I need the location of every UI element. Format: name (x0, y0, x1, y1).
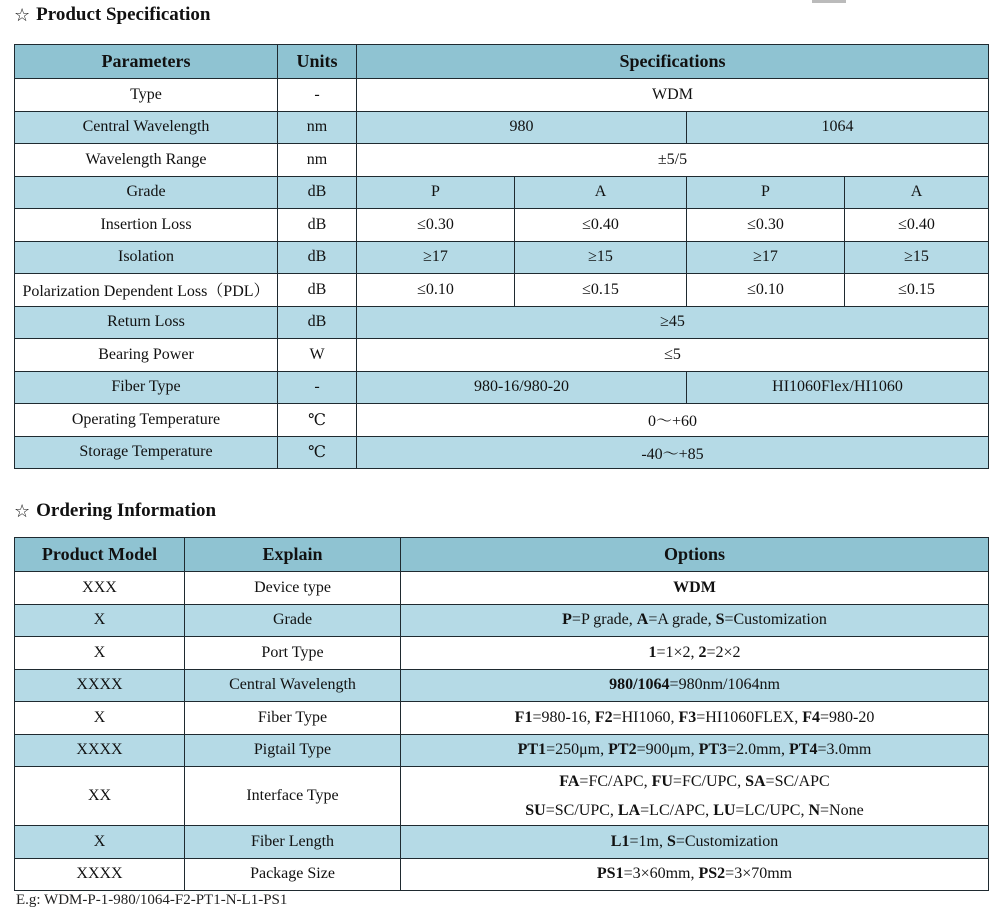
spec-value-cell: P (357, 176, 515, 209)
option-desc: =980-20 (819, 708, 875, 726)
table-row (15, 274, 989, 307)
param-cell: Insertion Loss (15, 209, 278, 242)
option-code: N (808, 802, 821, 819)
unit-cell: nm (278, 111, 357, 144)
table-row (15, 209, 989, 242)
option-code: FU (651, 773, 673, 790)
order-header-row (15, 538, 989, 572)
table-row (15, 404, 989, 437)
option-desc: =2×2 (706, 643, 741, 661)
option-code: PT3 (698, 741, 728, 759)
unit-cell: dB (278, 176, 357, 209)
options-cell (401, 572, 989, 605)
table-row (15, 858, 989, 891)
param-cell: Grade (15, 176, 278, 209)
table-row (15, 637, 989, 670)
option-desc: =250μm, (546, 741, 609, 759)
spec-value-cell: 1064 (687, 111, 989, 144)
spec-value-cell: ≥15 (845, 241, 989, 274)
unit-cell: ℃ (278, 436, 357, 469)
option-code: PT1 (517, 741, 547, 759)
spec-value-cell: ≥17 (357, 241, 515, 274)
param-cell: Storage Temperature (15, 436, 278, 469)
spec-value-cell: WDM (357, 79, 989, 112)
explain-cell: Pigtail Type (185, 734, 401, 767)
spec-value-cell: A (845, 176, 989, 209)
spec-value-cell: ≤0.10 (687, 274, 845, 307)
unit-cell: dB (278, 209, 357, 242)
spec-value-cell: ≤0.30 (687, 209, 845, 242)
col-header-units: Units (278, 45, 357, 79)
star-icon: ☆ (14, 500, 31, 522)
table-row (15, 826, 989, 859)
option-desc: =HI1060FLEX, (696, 708, 803, 726)
unit-cell: W (278, 339, 357, 372)
option-desc: =3×70mm (725, 865, 793, 883)
option-code: F3 (678, 708, 697, 726)
option-code: 980/1064 (609, 676, 670, 694)
option-code: PS1 (596, 865, 624, 883)
model-cell: XX (15, 767, 185, 826)
param-cell: Polarization Dependent Loss（PDL） (15, 274, 278, 307)
option-desc: =A grade, (648, 611, 716, 629)
option-desc: =LC/APC, (640, 802, 714, 819)
option-code: S (715, 611, 725, 629)
ordering-table (14, 537, 989, 891)
options-cell (401, 858, 989, 891)
option-desc: =900μm, (636, 741, 699, 759)
ordering-table-body (15, 572, 989, 891)
spec-value-cell: ≤0.40 (845, 209, 989, 242)
option-desc: =Customization (724, 611, 827, 629)
spec-table (14, 44, 989, 469)
option-code: P (562, 611, 572, 629)
spec-value-cell: ≥17 (687, 241, 845, 274)
param-cell: Central Wavelength (15, 111, 278, 144)
param-cell: Wavelength Range (15, 144, 278, 177)
table-row (15, 604, 989, 637)
option-desc: =FC/APC, (579, 773, 652, 790)
order-title-text: Ordering Information (36, 500, 217, 521)
option-code: PS2 (698, 865, 726, 883)
model-cell: XXX (15, 572, 185, 605)
option-desc: =980nm/1064nm (669, 676, 780, 694)
unit-cell: dB (278, 306, 357, 339)
option-code: A (636, 611, 649, 629)
model-cell: X (15, 637, 185, 670)
model-cell: XXXX (15, 734, 185, 767)
spec-value-cell: -40～+85 (357, 436, 989, 469)
options-cell (401, 767, 989, 826)
unit-cell: - (278, 79, 357, 112)
option-desc: =1×2, (656, 643, 699, 661)
table-row (15, 339, 989, 372)
spec-value-cell: 0～+60 (357, 404, 989, 437)
spec-value-cell: ≤0.40 (515, 209, 687, 242)
table-row (15, 111, 989, 144)
spec-value-cell: ≥15 (515, 241, 687, 274)
options-cell (401, 637, 989, 670)
spec-value-cell: 980-16/980-20 (357, 371, 687, 404)
option-desc: =LC/UPC, (735, 802, 809, 819)
model-cell: X (15, 702, 185, 735)
unit-cell: - (278, 371, 357, 404)
option-code: F4 (802, 708, 820, 726)
option-code: WDM (673, 578, 716, 596)
table-row (15, 306, 989, 339)
param-cell: Isolation (15, 241, 278, 274)
option-desc: =SC/UPC, (545, 802, 618, 819)
table-row (15, 436, 989, 469)
spec-title-text: Product Specification (36, 4, 211, 25)
explain-cell: Fiber Type (185, 702, 401, 735)
option-code: S (666, 832, 676, 850)
option-code: LU (713, 802, 736, 819)
param-cell: Operating Temperature (15, 404, 278, 437)
model-cell: X (15, 826, 185, 859)
col-header-options: Options (401, 538, 989, 572)
col-header-explain: Explain (185, 538, 401, 572)
model-cell: XXXX (15, 858, 185, 891)
spec-value-cell: ≤5 (357, 339, 989, 372)
option-desc: =None (820, 802, 864, 819)
spec-value-cell: 980 (357, 111, 687, 144)
table-row (15, 241, 989, 274)
col-header-product-model: Product Model (15, 538, 185, 572)
options-cell (401, 604, 989, 637)
options-cell (401, 734, 989, 767)
option-desc: =1m, (629, 832, 667, 850)
spec-value-cell: ±5/5 (357, 144, 989, 177)
options-line (405, 767, 984, 796)
options-cell (401, 702, 989, 735)
table-row (15, 79, 989, 112)
spec-value-cell: ≥45 (357, 306, 989, 339)
explain-cell: Grade (185, 604, 401, 637)
col-header-specifications: Specifications (357, 45, 989, 79)
spec-section-title (14, 4, 210, 26)
table-row (15, 572, 989, 605)
explain-cell: Device type (185, 572, 401, 605)
option-code: 1 (648, 643, 657, 661)
spec-value-cell: ≤0.15 (845, 274, 989, 307)
option-code: SU (525, 802, 546, 819)
option-code: SA (745, 773, 766, 790)
option-desc: =SC/APC (765, 773, 830, 790)
param-cell: Return Loss (15, 306, 278, 339)
order-section-title (14, 500, 216, 522)
option-code: 2 (698, 643, 707, 661)
spec-value-cell: ≤0.15 (515, 274, 687, 307)
table-row (15, 669, 989, 702)
spec-value-cell: ≤0.10 (357, 274, 515, 307)
table-row (15, 734, 989, 767)
explain-cell: Port Type (185, 637, 401, 670)
table-row (15, 371, 989, 404)
unit-cell: dB (278, 241, 357, 274)
option-code: L1 (610, 832, 630, 850)
spec-value-cell: P (687, 176, 845, 209)
model-cell: XXXX (15, 669, 185, 702)
param-cell: Bearing Power (15, 339, 278, 372)
option-desc: =Customization (675, 832, 779, 850)
spec-header-row (15, 45, 989, 79)
unit-cell: nm (278, 144, 357, 177)
option-code: LA (617, 802, 641, 819)
model-cell: X (15, 604, 185, 637)
col-header-parameters: Parameters (15, 45, 278, 79)
option-code: F1 (514, 708, 533, 726)
option-desc: =2.0mm, (727, 741, 789, 759)
star-icon: ☆ (14, 4, 31, 26)
example-code: E.g: WDM-P-1-980/1064-F2-PT1-N-L1-PS1 (16, 892, 288, 908)
param-cell: Type (15, 79, 278, 112)
option-code: FA (559, 773, 580, 790)
options-line (405, 796, 984, 825)
option-code: PT2 (608, 741, 637, 759)
option-desc: =P grade, (571, 611, 637, 629)
top-edge-mark (812, 0, 846, 3)
explain-cell: Central Wavelength (185, 669, 401, 702)
option-code: PT4 (789, 741, 818, 759)
explain-cell: Fiber Length (185, 826, 401, 859)
table-row (15, 144, 989, 177)
spec-value-cell: A (515, 176, 687, 209)
explain-cell: Interface Type (185, 767, 401, 826)
table-row (15, 767, 989, 826)
unit-cell: dB (278, 274, 357, 307)
table-row (15, 702, 989, 735)
spec-value-cell: ≤0.30 (357, 209, 515, 242)
option-desc: =FC/UPC, (672, 773, 746, 790)
param-cell: Fiber Type (15, 371, 278, 404)
option-desc: =3×60mm, (623, 865, 699, 883)
option-desc: =HI1060, (612, 708, 679, 726)
options-cell (401, 826, 989, 859)
option-desc: =980-16, (532, 708, 595, 726)
unit-cell: ℃ (278, 404, 357, 437)
spec-value-cell: HI1060Flex/HI1060 (687, 371, 989, 404)
option-code: F2 (594, 708, 613, 726)
explain-cell: Package Size (185, 858, 401, 891)
option-desc: =3.0mm (817, 741, 872, 759)
table-row (15, 176, 989, 209)
options-cell (401, 669, 989, 702)
